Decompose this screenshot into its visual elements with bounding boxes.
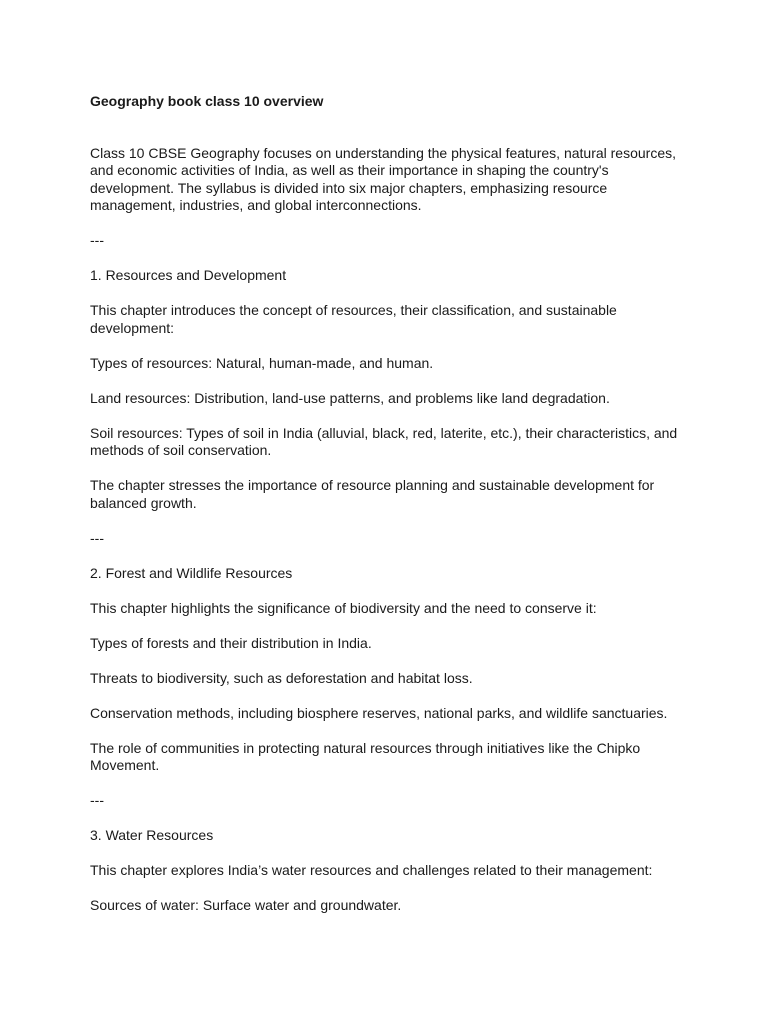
document-title: Geography book class 10 overview: [90, 93, 324, 109]
section-heading-water-resources: 3. Water Resources: [90, 827, 214, 843]
intro-paragraph: Class 10 CBSE Geography focuses on understanding the physical features, natural resources, and economic activities of India, as well as their importance in shaping the country's development. The syllabus is divided into six major chapters, emphasizing resource management, industries, and global interconnections.: [90, 144, 676, 213]
section-paragraph: Types of forests and their distribution in India.: [90, 634, 372, 651]
section-divider: ---: [90, 232, 104, 248]
section-paragraph: This chapter introduces the concept of resources, their classification, and sustainable development:: [90, 302, 617, 336]
section-paragraph: Land resources: Distribution, land-use patterns, and problems like land degradation.: [90, 389, 610, 406]
section-divider: ---: [90, 529, 104, 546]
section-paragraph: Conservation methods, including biosphere reserves, national parks, and wildlife sanctuaries.: [90, 704, 668, 721]
section-paragraph: This chapter explores India’s water resources and challenges related to their management:: [90, 862, 653, 878]
section-paragraph: Types of resources: Natural, human-made, and human.: [90, 354, 434, 371]
section-heading-resources-and-development: 1. Resources and Development: [90, 267, 287, 283]
section-divider: ---: [90, 792, 104, 808]
section-paragraph: Sources of water: Surface water and groundwater.: [90, 897, 402, 913]
section-paragraph: This chapter highlights the significance of biodiversity and the need to conserve it:: [90, 599, 597, 616]
document-page: [90, 93, 680, 932]
section-heading-forest-and-wildlife-resources: 2. Forest and Wildlife Resources: [90, 564, 293, 581]
section-paragraph: Soil resources: Types of soil in India (alluvial, black, red, laterite, etc.), their characteristics, and methods of soil conservation.: [90, 424, 678, 458]
section-paragraph: The chapter stresses the importance of resource planning and sustainable development for balanced growth.: [90, 477, 655, 511]
section-paragraph: The role of communities in protecting natural resources through initiatives like the Chipko Movement.: [90, 739, 641, 773]
section-paragraph: Threats to biodiversity, such as deforestation and habitat loss.: [90, 669, 473, 686]
